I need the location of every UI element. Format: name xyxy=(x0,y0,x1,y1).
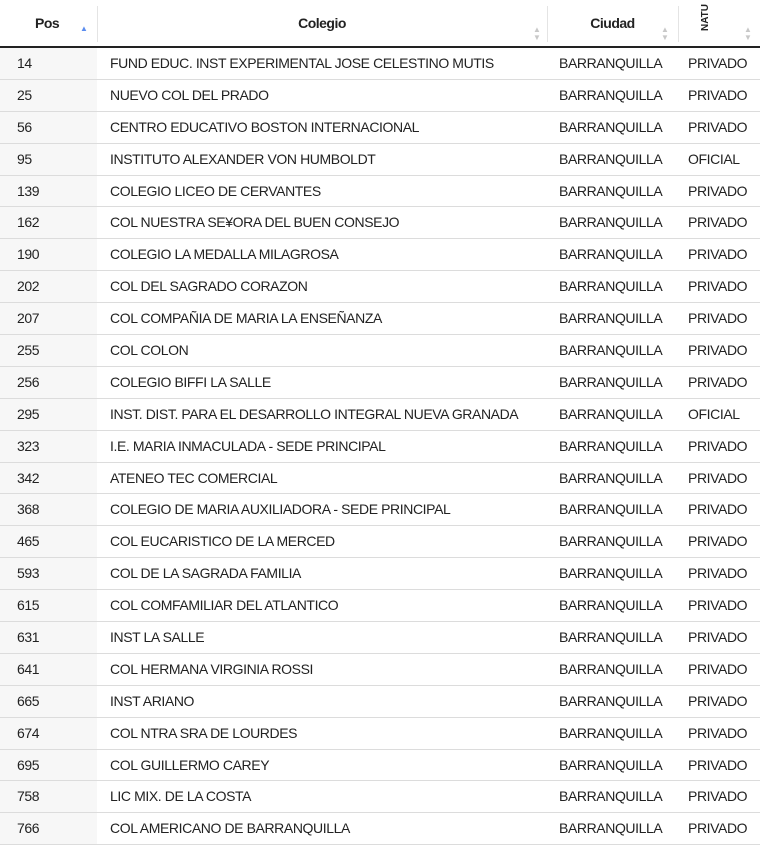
pos-cell-background xyxy=(0,112,97,143)
sort-unsorted-icon: ▲ ▼ xyxy=(661,25,669,42)
cell-ciudad: BARRANQUILLA xyxy=(559,788,663,805)
cell-naturaleza: PRIVADO xyxy=(688,182,748,199)
pos-cell-background xyxy=(0,590,97,621)
table-row[interactable] xyxy=(0,558,760,590)
pos-cell-background xyxy=(0,335,97,366)
cell-colegio: FUND EDUC. INST EXPERIMENTAL JOSE CELESTINO MUTIS xyxy=(110,55,494,71)
cell-ciudad: BARRANQUILLA xyxy=(559,469,663,486)
column-header-ciudad-label: Ciudad xyxy=(590,15,635,31)
cell-pos: 295 xyxy=(17,405,40,422)
cell-pos: 255 xyxy=(17,342,40,359)
column-header-ciudad[interactable] xyxy=(547,0,678,46)
cell-colegio: COL COMFAMILIAR DEL ATLANTICO xyxy=(110,597,339,614)
cell-naturaleza: PRIVADO xyxy=(688,86,748,103)
pos-cell-background xyxy=(0,303,97,334)
cell-ciudad: BARRANQUILLA xyxy=(559,373,663,390)
cell-pos: 368 xyxy=(17,501,40,518)
cell-ciudad: BARRANQUILLA xyxy=(559,342,663,359)
cell-colegio: COL GUILLERMO CAREY xyxy=(110,756,270,773)
pos-cell-background xyxy=(0,622,97,653)
column-header-colegio-label: Colegio xyxy=(298,15,346,31)
sort-ascending-icon: ▲ xyxy=(80,24,88,33)
table-row[interactable] xyxy=(0,399,760,431)
table-row[interactable] xyxy=(0,494,760,526)
pos-cell-background xyxy=(0,207,97,238)
cell-naturaleza: PRIVADO xyxy=(688,437,748,454)
cell-ciudad: BARRANQUILLA xyxy=(559,565,663,582)
cell-ciudad: BARRANQUILLA xyxy=(559,437,663,454)
cell-ciudad: BARRANQUILLA xyxy=(559,246,663,263)
cell-colegio: I.E. MARIA INMACULADA - SEDE PRINCIPAL xyxy=(110,437,386,454)
cell-colegio: INSTITUTO ALEXANDER VON HUMBOLDT xyxy=(110,150,376,167)
cell-pos: 465 xyxy=(17,533,40,550)
cell-ciudad: BARRANQUILLA xyxy=(559,660,663,677)
cell-colegio: LIC MIX. DE LA COSTA xyxy=(110,788,252,805)
cell-colegio: COL AMERICANO DE BARRANQUILLA xyxy=(110,820,350,837)
cell-pos: 593 xyxy=(17,565,40,582)
cell-pos: 323 xyxy=(17,437,40,454)
pos-cell-background xyxy=(0,176,97,207)
cell-pos: 207 xyxy=(17,310,40,327)
column-header-naturaleza-label: NATU xyxy=(700,4,711,32)
pos-cell-background xyxy=(0,80,97,111)
cell-colegio: COL NUESTRA SE¥ORA DEL BUEN CONSEJO xyxy=(110,214,400,231)
sort-unsorted-icon: ▲ ▼ xyxy=(744,25,752,42)
table-row[interactable] xyxy=(0,207,760,239)
table-row[interactable] xyxy=(0,239,760,271)
cell-ciudad: BARRANQUILLA xyxy=(559,692,663,709)
cell-ciudad: BARRANQUILLA xyxy=(559,533,663,550)
table-row[interactable] xyxy=(0,813,760,845)
table-row[interactable] xyxy=(0,526,760,558)
cell-naturaleza: PRIVADO xyxy=(688,342,748,359)
table-row[interactable] xyxy=(0,335,760,367)
cell-pos: 202 xyxy=(17,278,40,295)
pos-cell-background xyxy=(0,431,97,462)
cell-colegio: COL HERMANA VIRGINIA ROSSI xyxy=(110,660,314,677)
cell-naturaleza: PRIVADO xyxy=(688,118,748,135)
cell-ciudad: BARRANQUILLA xyxy=(559,820,663,837)
pos-cell-background xyxy=(0,750,97,781)
cell-naturaleza: PRIVADO xyxy=(688,565,748,582)
cell-pos: 665 xyxy=(17,692,40,709)
cell-ciudad: BARRANQUILLA xyxy=(559,597,663,614)
table-row[interactable] xyxy=(0,463,760,495)
cell-naturaleza: OFICIAL xyxy=(688,150,740,167)
pos-cell-background xyxy=(0,718,97,749)
cell-naturaleza: PRIVADO xyxy=(688,373,748,390)
sort-unsorted-icon: ▲ ▼ xyxy=(533,25,541,42)
cell-pos: 256 xyxy=(17,373,40,390)
cell-naturaleza: PRIVADO xyxy=(688,660,748,677)
cell-colegio: COL NTRA SRA DE LOURDES xyxy=(110,724,298,741)
pos-cell-background xyxy=(0,781,97,812)
cell-ciudad: BARRANQUILLA xyxy=(559,118,663,135)
cell-pos: 631 xyxy=(17,629,40,646)
cell-pos: 14 xyxy=(17,55,32,71)
cell-naturaleza: PRIVADO xyxy=(688,533,748,550)
table-row[interactable] xyxy=(0,750,760,782)
cell-ciudad: BARRANQUILLA xyxy=(559,214,663,231)
pos-cell-background xyxy=(0,686,97,717)
cell-pos: 139 xyxy=(17,182,40,199)
pos-cell-background xyxy=(0,271,97,302)
cell-colegio: COLEGIO DE MARIA AUXILIADORA - SEDE PRINCIPAL xyxy=(110,501,451,518)
cell-naturaleza: PRIVADO xyxy=(688,597,748,614)
cell-ciudad: BARRANQUILLA xyxy=(559,55,663,71)
table-row[interactable] xyxy=(0,144,760,176)
cell-naturaleza: PRIVADO xyxy=(688,820,748,837)
cell-colegio: INST. DIST. PARA EL DESARROLLO INTEGRAL NUEVA GRANADA xyxy=(110,405,519,422)
cell-naturaleza: PRIVADO xyxy=(688,469,748,486)
cell-colegio: COLEGIO BIFFI LA SALLE xyxy=(110,373,271,390)
cell-naturaleza: PRIVADO xyxy=(688,788,748,805)
cell-pos: 674 xyxy=(17,724,40,741)
cell-colegio: ATENEO TEC COMERCIAL xyxy=(110,469,278,486)
cell-pos: 641 xyxy=(17,660,40,677)
cell-colegio: INST ARIANO xyxy=(110,692,195,709)
pos-cell-background xyxy=(0,399,97,430)
column-header-naturaleza[interactable] xyxy=(678,0,760,46)
pos-cell-background xyxy=(0,813,97,844)
pos-cell-background xyxy=(0,367,97,398)
cell-pos: 95 xyxy=(17,150,32,167)
cell-colegio: CENTRO EDUCATIVO BOSTON INTERNACIONAL xyxy=(110,118,420,135)
cell-pos: 695 xyxy=(17,756,40,773)
cell-naturaleza: PRIVADO xyxy=(688,501,748,518)
cell-naturaleza: OFICIAL xyxy=(688,405,740,422)
cell-naturaleza: PRIVADO xyxy=(688,278,748,295)
cell-colegio: COLEGIO LA MEDALLA MILAGROSA xyxy=(110,246,339,263)
table-row[interactable] xyxy=(0,718,760,750)
cell-ciudad: BARRANQUILLA xyxy=(559,724,663,741)
cell-pos: 56 xyxy=(17,118,32,135)
cell-colegio: COL EUCARISTICO DE LA MERCED xyxy=(110,533,335,550)
table-row[interactable] xyxy=(0,654,760,686)
table-row[interactable] xyxy=(0,686,760,718)
cell-ciudad: BARRANQUILLA xyxy=(559,182,663,199)
cell-ciudad: BARRANQUILLA xyxy=(559,310,663,327)
cell-ciudad: BARRANQUILLA xyxy=(559,501,663,518)
cell-colegio: COL DEL SAGRADO CORAZON xyxy=(110,278,308,295)
cell-ciudad: BARRANQUILLA xyxy=(559,405,663,422)
table-row[interactable] xyxy=(0,80,760,112)
cell-naturaleza: PRIVADO xyxy=(688,246,748,263)
cell-naturaleza: PRIVADO xyxy=(688,310,748,327)
cell-pos: 766 xyxy=(17,820,40,837)
table-row[interactable] xyxy=(0,112,760,144)
cell-ciudad: BARRANQUILLA xyxy=(559,278,663,295)
cell-pos: 615 xyxy=(17,597,40,614)
table-row[interactable] xyxy=(0,367,760,399)
cell-naturaleza: PRIVADO xyxy=(688,692,748,709)
table-row[interactable] xyxy=(0,303,760,335)
pos-cell-background xyxy=(0,558,97,589)
table-row[interactable] xyxy=(0,431,760,463)
cell-ciudad: BARRANQUILLA xyxy=(559,756,663,773)
table-row[interactable] xyxy=(0,271,760,303)
cell-naturaleza: PRIVADO xyxy=(688,629,748,646)
cell-colegio: NUEVO COL DEL PRADO xyxy=(110,86,269,103)
pos-cell-background xyxy=(0,463,97,494)
table-row[interactable] xyxy=(0,590,760,622)
table-row[interactable] xyxy=(0,48,760,80)
column-header-colegio[interactable] xyxy=(97,0,547,46)
cell-colegio: INST LA SALLE xyxy=(110,629,205,646)
table-header xyxy=(0,0,760,48)
cell-naturaleza: PRIVADO xyxy=(688,756,748,773)
table-row[interactable] xyxy=(0,622,760,654)
pos-cell-background xyxy=(0,48,97,79)
cell-ciudad: BARRANQUILLA xyxy=(559,150,663,167)
cell-ciudad: BARRANQUILLA xyxy=(559,86,663,103)
pos-cell-background xyxy=(0,144,97,175)
cell-naturaleza: PRIVADO xyxy=(688,724,748,741)
cell-colegio: COL COLON xyxy=(110,342,189,359)
pos-cell-background xyxy=(0,239,97,270)
cell-colegio: COLEGIO LICEO DE CERVANTES xyxy=(110,182,321,199)
cell-pos: 162 xyxy=(17,214,40,231)
column-header-pos[interactable] xyxy=(0,0,97,46)
cell-pos: 342 xyxy=(17,469,40,486)
table-row[interactable] xyxy=(0,781,760,813)
pos-cell-background xyxy=(0,526,97,557)
column-header-pos-label: Pos xyxy=(35,15,60,31)
cell-naturaleza: PRIVADO xyxy=(688,214,748,231)
pos-cell-background xyxy=(0,654,97,685)
cell-colegio: COL COMPAÑIA DE MARIA LA ENSEÑANZA xyxy=(110,310,382,327)
cell-pos: 758 xyxy=(17,788,40,805)
table-row[interactable] xyxy=(0,176,760,208)
cell-pos: 190 xyxy=(17,246,40,263)
cell-ciudad: BARRANQUILLA xyxy=(559,629,663,646)
cell-naturaleza: PRIVADO xyxy=(688,55,748,71)
cell-pos: 25 xyxy=(17,86,32,103)
table-body xyxy=(0,48,760,845)
pos-cell-background xyxy=(0,494,97,525)
cell-colegio: COL DE LA SAGRADA FAMILIA xyxy=(110,565,301,582)
